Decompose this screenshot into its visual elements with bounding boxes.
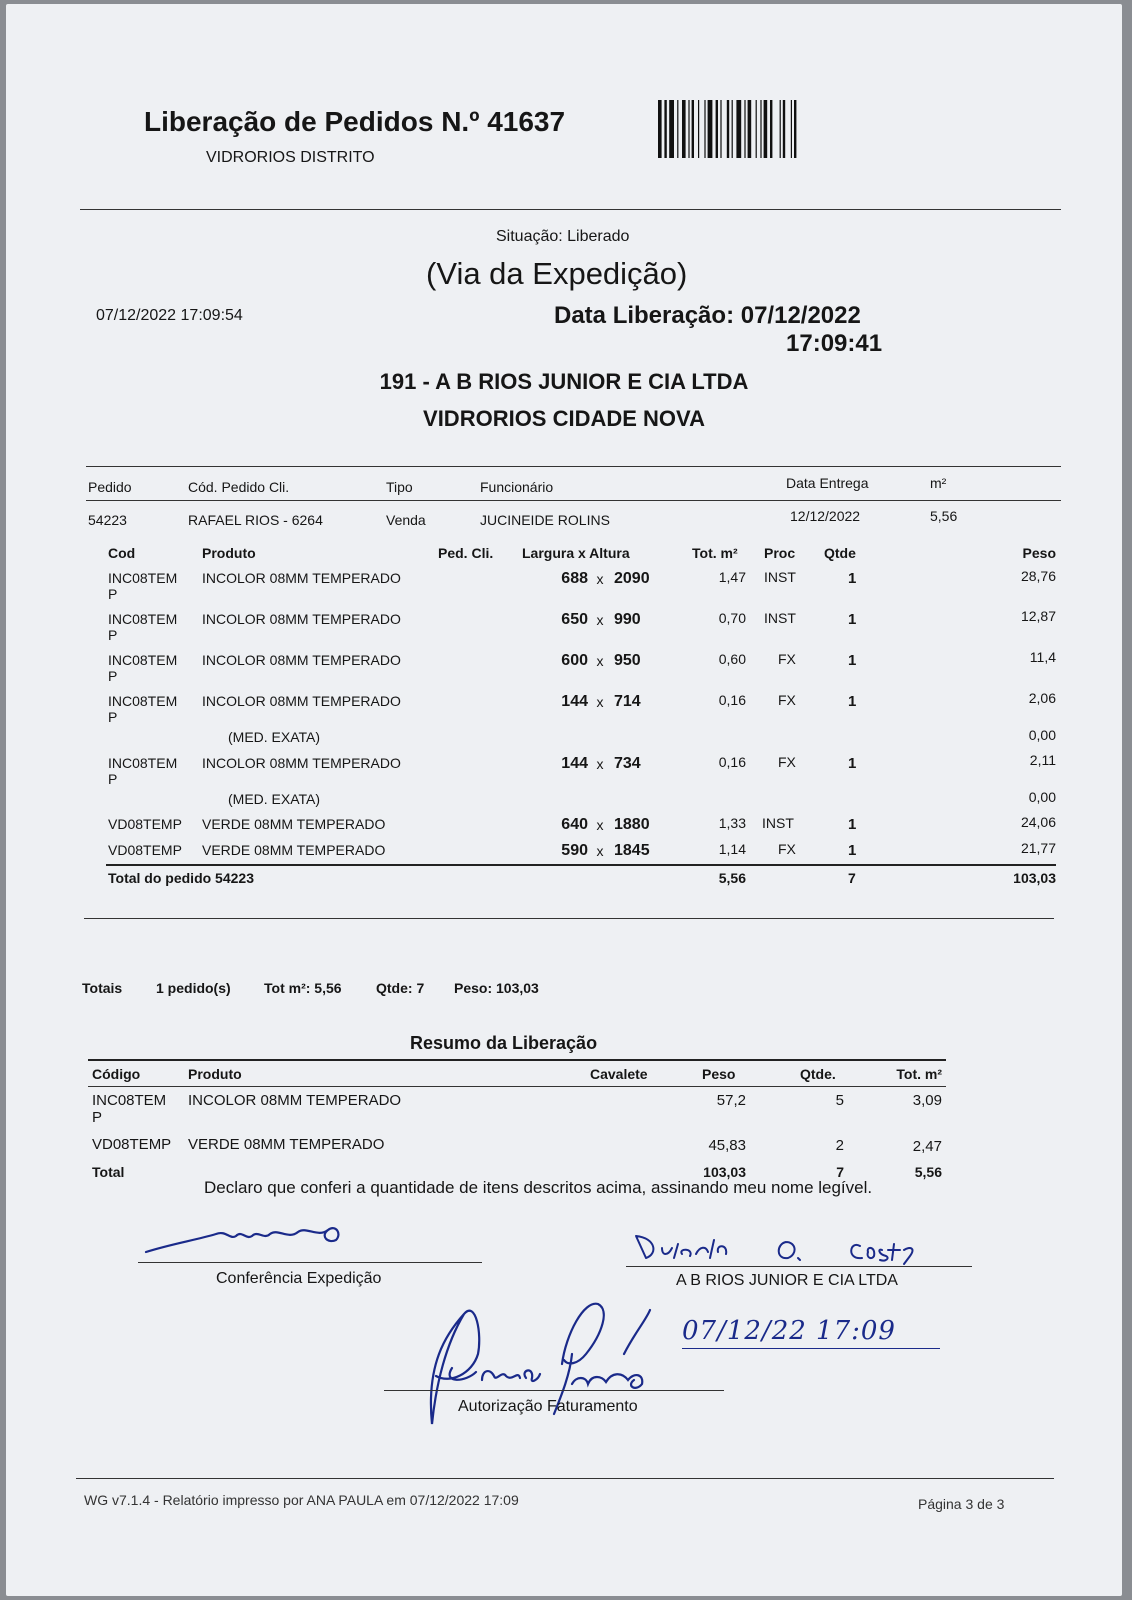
items-col-dimensions: Largura x Altura	[522, 545, 630, 561]
summary-qtde: 2	[835, 1137, 844, 1154]
item-qtde: 1	[848, 652, 857, 669]
document-title: Liberação de Pedidos N.º 41637	[144, 106, 566, 137]
item-dim-separator: x	[596, 756, 604, 772]
item-proc: FX	[778, 692, 796, 708]
item-proc: INST	[762, 815, 794, 831]
totals-label: Totais	[82, 980, 123, 996]
item-height: 990	[614, 611, 641, 628]
release-date: Data Liberação: 07/12/2022	[554, 302, 861, 329]
item-code: INC08TEM	[108, 755, 178, 771]
summary-col-cavalete: Cavalete	[590, 1066, 648, 1082]
item-dim-separator: x	[596, 694, 604, 710]
order-type: Venda	[386, 512, 426, 528]
order-number: 54223	[88, 512, 127, 528]
summary-total-peso: 103,03	[703, 1164, 746, 1180]
totals-qtde: Qtde: 7	[376, 980, 425, 996]
summary-product: VERDE 08MM TEMPERADO	[188, 1136, 385, 1153]
client-name: 191 - A B RIOS JUNIOR E CIA LTDA	[379, 369, 749, 394]
summary-code: VD08TEMP	[92, 1136, 172, 1153]
item-qtde: 1	[848, 816, 857, 833]
item-tot-m2: 1,14	[718, 841, 746, 857]
handwritten-date-underline	[682, 1348, 940, 1349]
item-product: VERDE 08MM TEMPERADO	[202, 842, 386, 858]
summary-product: INCOLOR 08MM TEMPERADO	[188, 1092, 402, 1109]
item-product: INCOLOR 08MM TEMPERADO	[202, 693, 401, 709]
item-tot-m2: 0,16	[718, 692, 746, 708]
printed-timestamp: 07/12/2022 17:09:54	[96, 307, 243, 324]
item-peso: 2,06	[1028, 690, 1056, 706]
summary-total-label: Total	[92, 1164, 125, 1180]
item-width: 590	[561, 842, 588, 859]
item-tot-m2: 0,70	[718, 610, 746, 626]
item-code-continued: P	[108, 709, 118, 725]
item-peso: 0,00	[1028, 727, 1056, 743]
item-qtde: 1	[848, 570, 857, 587]
declaration-text: Declaro que conferi a quantidade de itens descritos acima, assinando meu nome legível.	[204, 1178, 873, 1197]
item-peso: 2,11	[1029, 752, 1056, 768]
release-time: 17:09:41	[786, 330, 883, 357]
item-proc: FX	[778, 754, 796, 770]
company-name: VIDRORIOS DISTRITO	[206, 149, 375, 166]
handwritten-date: 07/12/22 17:09	[682, 1316, 896, 1346]
item-code-continued: P	[108, 586, 118, 602]
item-proc: INST	[764, 610, 796, 626]
item-proc: FX	[778, 841, 796, 857]
summary-peso: 57,2	[716, 1092, 746, 1109]
center-signature-label: Autorização Faturamento	[458, 1398, 638, 1415]
item-height: 950	[614, 652, 641, 669]
item-code: VD08TEMP	[108, 816, 182, 832]
item-proc: FX	[778, 651, 796, 667]
col-data-entrega-header: Data Entrega	[786, 475, 869, 491]
col-cod-pedido-header: Cód. Pedido Cli.	[188, 479, 290, 495]
item-peso: 11,4	[1029, 649, 1056, 665]
item-tot-m2: 0,16	[718, 754, 746, 770]
item-height: 1880	[614, 816, 650, 833]
document-page	[6, 4, 1122, 1596]
order-total-peso: 103,03	[1013, 870, 1056, 886]
col-pedido-header: Pedido	[88, 479, 132, 495]
item-width: 144	[561, 755, 588, 772]
copy-label: (Via da Expedição)	[426, 256, 688, 291]
delivery-date: 12/12/2022	[790, 508, 861, 524]
item-code-continued: P	[108, 627, 118, 643]
employee-name: JUCINEIDE ROLINS	[480, 512, 610, 528]
item-height: 2090	[614, 570, 650, 587]
order-total-label: Total do pedido 54223	[108, 870, 254, 886]
item-tot-m2: 1,33	[718, 815, 746, 831]
footer-printed-by: WG v7.1.4 - Relatório impresso por ANA PAULA em 07/12/2022 17:09	[84, 1492, 519, 1508]
item-code: INC08TEM	[108, 693, 178, 709]
item-width: 144	[561, 693, 588, 710]
item-width: 688	[561, 570, 588, 587]
item-qtde: 1	[848, 842, 857, 859]
item-product: INCOLOR 08MM TEMPERADO	[202, 652, 401, 668]
left-signature-line	[138, 1262, 482, 1263]
totals-m2: Tot m²: 5,56	[264, 980, 342, 996]
item-dim-separator: x	[596, 612, 604, 628]
item-dim-separator: x	[596, 571, 604, 587]
summary-total-m2: 5,56	[914, 1164, 942, 1180]
item-product: VERDE 08MM TEMPERADO	[202, 816, 386, 832]
summary-qtde: 5	[835, 1092, 844, 1109]
item-peso: 28,76	[1020, 568, 1056, 584]
item-code: INC08TEM	[108, 570, 178, 586]
item-width: 600	[561, 652, 588, 669]
item-qtde: 1	[848, 755, 857, 772]
item-peso: 0,00	[1028, 789, 1056, 805]
summary-total-qtde: 7	[836, 1164, 844, 1180]
item-dim-separator: x	[596, 653, 604, 669]
summary-peso: 45,83	[708, 1137, 746, 1154]
item-height: 714	[614, 693, 641, 710]
items-col-tot-m2: Tot. m²	[692, 545, 738, 561]
items-col-produto: Produto	[202, 545, 256, 561]
summary-code-continued: P	[92, 1109, 103, 1126]
item-note: (MED. EXATA)	[228, 791, 321, 807]
summary-col-peso: Peso	[702, 1066, 736, 1082]
item-dim-separator: x	[596, 817, 604, 833]
items-col-proc: Proc	[764, 545, 796, 561]
item-peso: 12,87	[1020, 608, 1056, 624]
left-signature-label: Conferência Expedição	[216, 1270, 382, 1287]
footer-page-number: Página 3 de 3	[918, 1496, 1005, 1512]
item-code: INC08TEM	[108, 611, 178, 627]
summary-tot-m2: 2,47	[912, 1138, 942, 1155]
summary-title: Resumo da Liberação	[410, 1033, 598, 1053]
item-proc: INST	[764, 569, 796, 585]
order-total-m2: 5,56	[718, 870, 746, 886]
item-product: INCOLOR 08MM TEMPERADO	[202, 570, 401, 586]
summary-col-produto: Produto	[188, 1066, 242, 1082]
client-order-code: RAFAEL RIOS - 6264	[188, 512, 323, 528]
item-note: (MED. EXATA)	[228, 729, 321, 745]
item-dim-separator: x	[596, 843, 604, 859]
item-product: INCOLOR 08MM TEMPERADO	[202, 755, 401, 771]
order-total-qtde: 7	[848, 870, 856, 886]
client-store: VIDRORIOS CIDADE NOVA	[423, 406, 705, 431]
right-signature-line	[626, 1266, 972, 1267]
order-m2: 5,56	[930, 508, 958, 524]
footer-rule	[76, 1478, 1054, 1479]
item-code-continued: P	[108, 771, 118, 787]
col-m2-header: m²	[930, 475, 947, 491]
item-code: INC08TEM	[108, 652, 178, 668]
item-code-continued: P	[108, 668, 118, 684]
item-qtde: 1	[848, 611, 857, 628]
col-tipo-header: Tipo	[386, 479, 413, 495]
item-code: VD08TEMP	[108, 842, 182, 858]
item-peso: 24,06	[1020, 814, 1056, 830]
col-funcionario-header: Funcionário	[480, 479, 554, 495]
item-qtde: 1	[848, 693, 857, 710]
summary-tot-m2: 3,09	[912, 1092, 942, 1109]
summary-col-qtde: Qtde.	[800, 1066, 836, 1082]
item-peso: 21,77	[1020, 840, 1056, 856]
summary-col-codigo: Código	[92, 1066, 141, 1082]
handwritten-signatures	[6, 4, 1122, 1596]
summary-col-tot-m2: Tot. m²	[896, 1066, 942, 1082]
items-col-ped-cli: Ped. Cli.	[438, 545, 494, 561]
item-tot-m2: 0,60	[718, 651, 746, 667]
right-signature-label: A B RIOS JUNIOR E CIA LTDA	[676, 1272, 898, 1289]
items-col-cod: Cod	[108, 545, 136, 561]
totals-peso: Peso: 103,03	[454, 980, 539, 996]
totals-pedidos: 1 pedido(s)	[156, 980, 231, 996]
item-height: 734	[614, 755, 641, 772]
summary-code: INC08TEM	[92, 1092, 167, 1109]
item-width: 650	[561, 611, 588, 628]
items-col-qtde: Qtde	[824, 545, 856, 561]
item-product: INCOLOR 08MM TEMPERADO	[202, 611, 401, 627]
item-tot-m2: 1,47	[718, 569, 746, 585]
item-width: 640	[561, 816, 588, 833]
center-signature-line	[384, 1390, 724, 1391]
release-status: Situação: Liberado	[496, 228, 630, 245]
item-height: 1845	[614, 842, 650, 859]
items-col-peso: Peso	[1022, 545, 1056, 561]
